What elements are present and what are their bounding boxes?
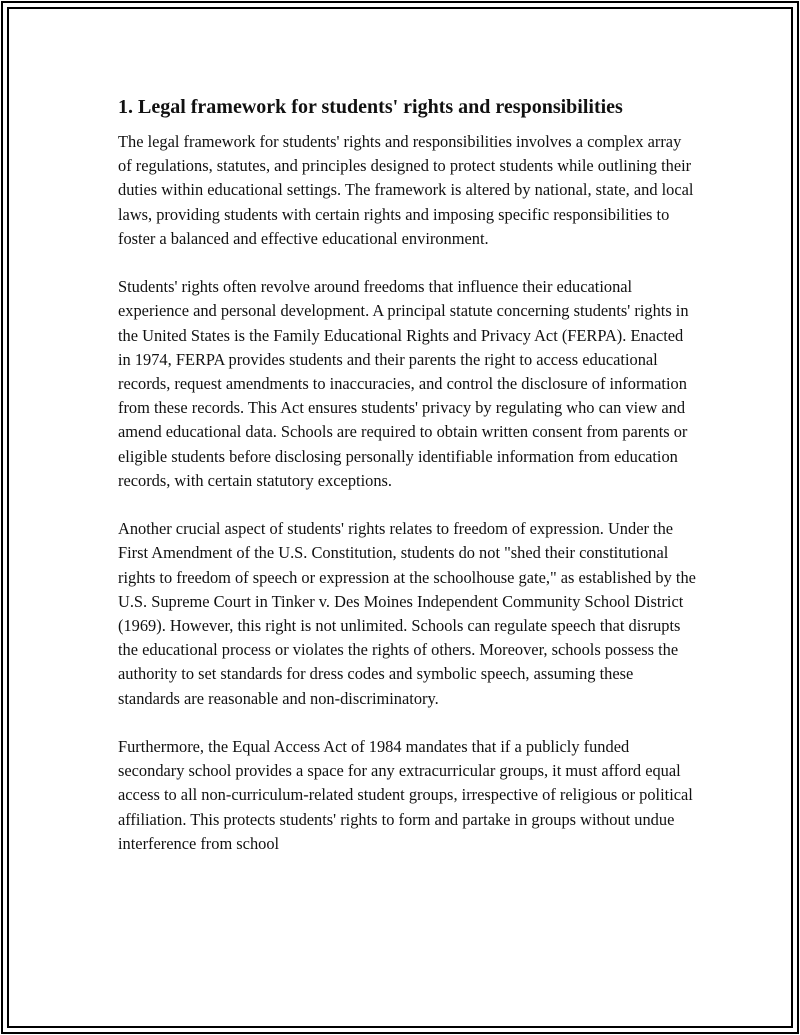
document-body xyxy=(118,94,698,856)
paragraph-legal-framework: The legal framework for students' rights and responsibilities involves a complex array of regulations, statutes, and principles designed to protect students while outlining their duties within educational settings. The framework is altered by national, state, and local laws, providing students with certain rights and imposing specific responsibilities to foster a balanced and effective educational environment. xyxy=(118,132,694,248)
paragraph-equal-access-act: Furthermore, the Equal Access Act of 1984 mandates that if a publicly funded secondary school provides a space for any extracurricular groups, it must afford equal access to all non-curriculum-related student groups, irrespective of religious or political affiliation. This protects students' rights to form and partake in groups without undue interference from school xyxy=(118,737,693,853)
paragraph-freedom-of-expression: Another crucial aspect of students' rights relates to freedom of expression. Under the First Amendment of the U.S. Constitution, students do not "shed their constitutional rights to freedom of speech or expression at the schoolhouse gate," as established by the U.S. Supreme Court in Tinker v. Des Moines Independent Community School District (1969). However, this right is not unlimited. Schools can regulate speech that disrupts the educational process or violates the rights of others. Moreover, schools possess the authority to set standards for dress codes and symbolic speech, assuming these standards are reasonable and non-discriminatory. xyxy=(118,519,696,708)
section-title: 1. Legal framework for students' rights and responsibilities xyxy=(118,96,623,118)
paragraph-ferpa: Students' rights often revolve around freedoms that influence their educational experience and personal development. A principal statute concerning students' rights in the United States is the Family Educational Rights and Privacy Act (FERPA). Enacted in 1974, FERPA provides students and their parents the right to access educational records, request amendments to inaccuracies, and control the disclosure of information from these records. This Act ensures students' privacy by regulating who can view and amend educational data. Schools are required to obtain written consent from parents or eligible students before disclosing personally identifiable information from education records, with certain statutory exceptions. xyxy=(118,277,689,490)
